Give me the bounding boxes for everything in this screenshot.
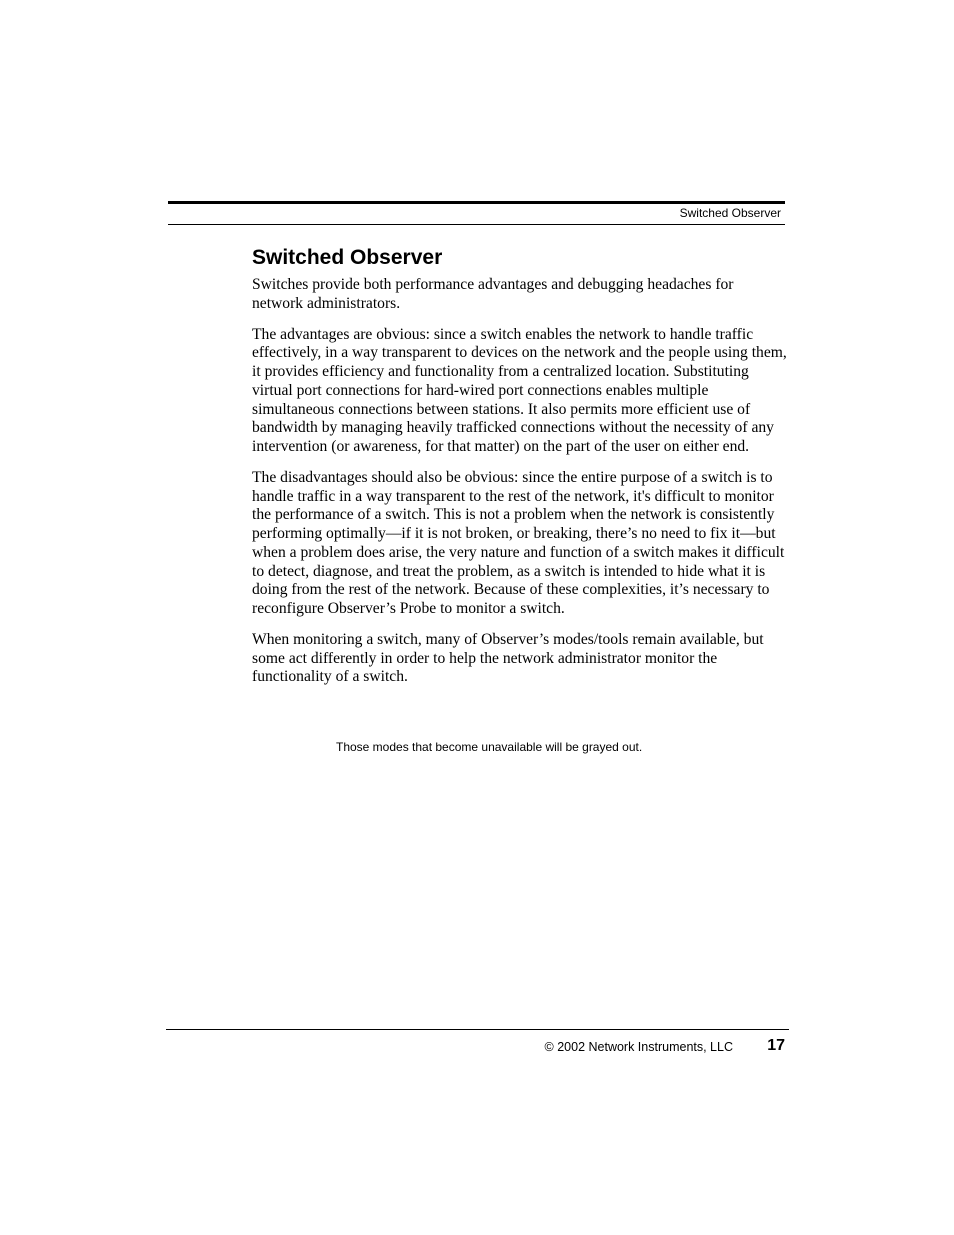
paragraph-monitoring: When monitoring a switch, many of Observer’s modes/tools remain available, but some act differently in order to help the network administrator monitor the functionality of a switch. xyxy=(252,630,764,686)
note-grayed-out: Those modes that become unavailable will be grayed out. xyxy=(336,740,643,754)
page-number: 17 xyxy=(767,1037,785,1054)
running-header: Switched Observer xyxy=(679,206,781,220)
header-rule-bottom xyxy=(168,224,785,225)
paragraph-intro: Switches provide both performance advantages and debugging headaches for network administrators. xyxy=(252,276,734,312)
paragraph-disadvantages: The disadvantages should also be obvious: since the entire purpose of a switch is to handle traffic in a way transparent to the rest of the network, it's difficult to monitor the performance of a switch. This is not a problem when the network is consistently performing optimally—if it is not broken, or breaking, there’s no need to fix it—but when a problem does arise, the very nature and function of a switch makes it difficult to detect, diagnose, and treat the problem, as a switch is intended to hide what it is doing from the rest of the network. Because of these complexities, it’s necessary to reconfigure Observer’s Probe to monitor a switch. xyxy=(252,468,785,617)
header-rule-top xyxy=(168,201,785,204)
footer-rule xyxy=(166,1029,789,1030)
section-title: Switched Observer xyxy=(252,246,443,269)
paragraph-advantages: The advantages are obvious: since a switch enables the network to handle traffic effectively, in a way transparent to devices on the network and the people using them, it provides efficiency and functionality from a centralized location. Substituting virtual port connections for hard-wired port connections enables multiple simultaneous connections between stations. It also permits more efficient use of bandwidth by managing heavily trafficked connections without the necessity of any intervention (or awareness, for that matter) on the part of the user on either end. xyxy=(252,325,787,455)
footer-copyright: © 2002 Network Instruments, LLC xyxy=(544,1040,733,1054)
main-content xyxy=(252,243,787,699)
